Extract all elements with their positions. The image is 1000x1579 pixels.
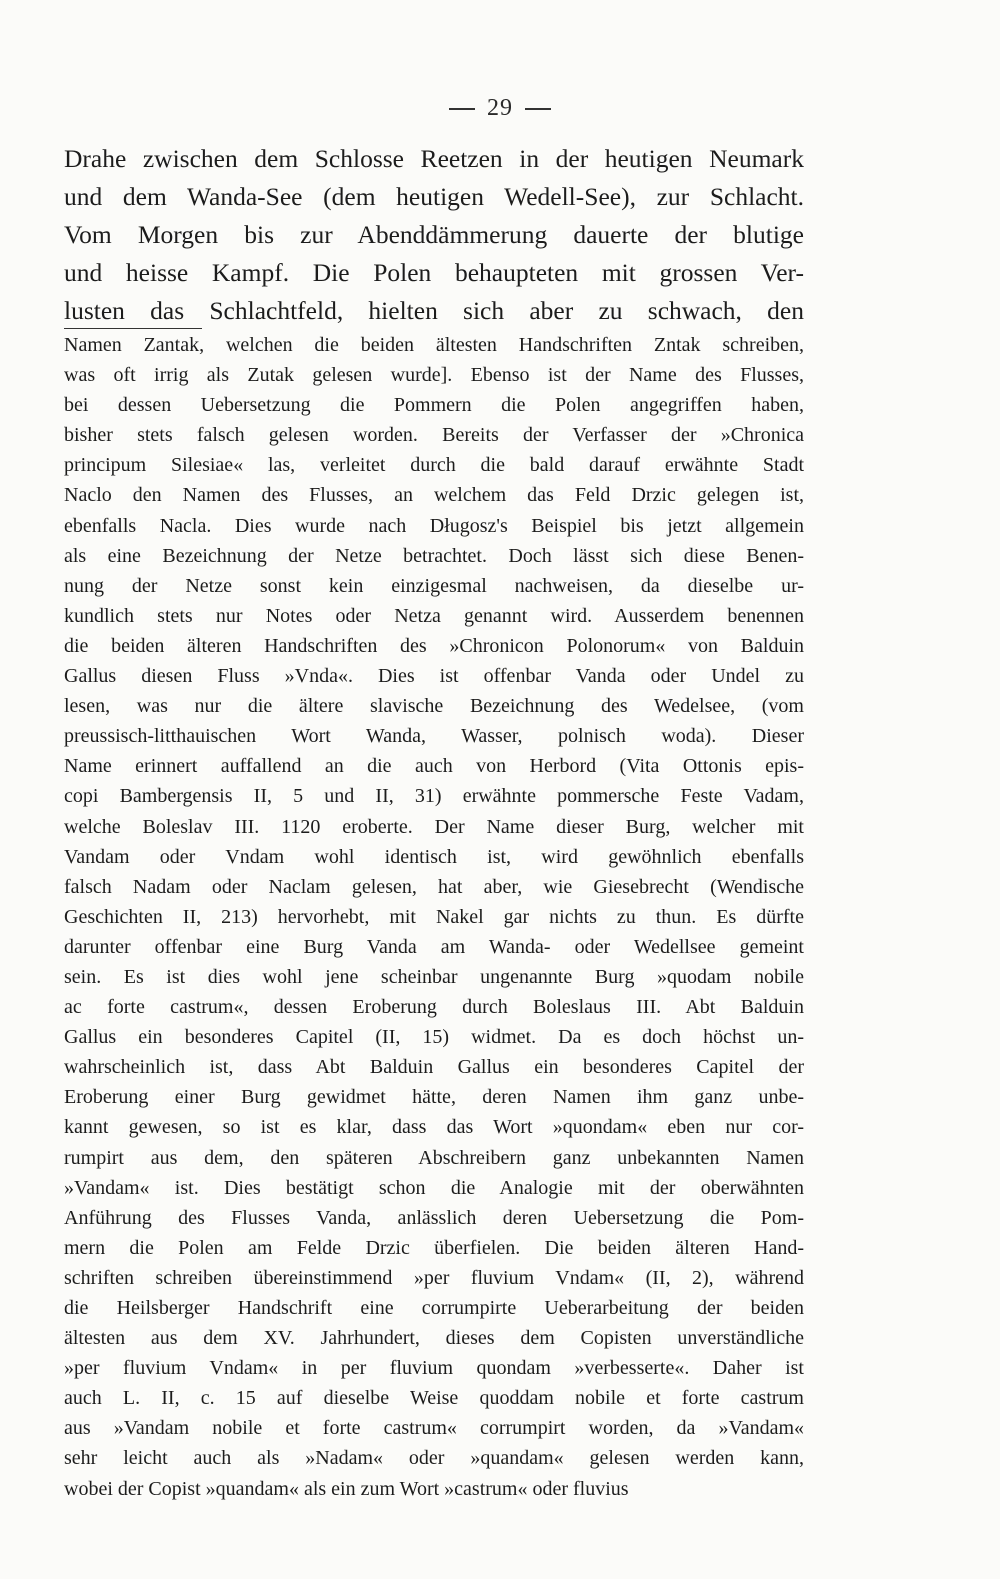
footnote-line: sehr leicht auch als »Nadam« oder »quandam« gelesen werden kann,	[64, 1447, 804, 1470]
footnote-line: was oft irrig als Zutak gelesen wurde]. Ebenso ist der Name des Flusses,	[64, 364, 804, 387]
footnote-separator-rule	[64, 328, 202, 329]
main-text-line: Vom Morgen bis zur Abenddämmerung dauerte der blutige	[64, 220, 804, 249]
footnote-line: kannt gewesen, so ist es klar, dass das Wort »quondam« eben nur cor-	[64, 1116, 804, 1139]
footnote-line: ebenfalls Nacla. Dies wurde nach Długosz's Beispiel bis jetzt allgemein	[64, 514, 804, 537]
header-dash-left	[449, 108, 475, 110]
footnote-block	[64, 330, 804, 1504]
footnote-line: darunter offenbar eine Burg Vanda am Wanda- oder Wedellsee gemeint	[64, 935, 804, 958]
footnote-line: schriften schreiben übereinstimmend »per fluvium Vndam« (II, 2), während	[64, 1266, 804, 1289]
footnote-line: die beiden älteren Handschriften des »Chronicon Polonorum« von Balduin	[64, 634, 804, 657]
footnote-line: nung der Netze sonst kein einzigesmal nachweisen, da dieselbe ur-	[64, 574, 804, 597]
main-text-line: lusten das Schlachtfeld, hielten sich aber zu schwach, den	[64, 296, 804, 325]
main-text-line: und dem Wanda-See (dem heutigen Wedell-See), zur Schlacht.	[64, 182, 804, 211]
footnote-line: bei dessen Uebersetzung die Pommern die Polen angegriffen haben,	[64, 394, 804, 417]
footnote-line: bisher stets falsch gelesen worden. Bereits der Verfasser der »Chronica	[64, 424, 804, 447]
footnote-line: Gallus diesen Fluss »Vnda«. Dies ist offenbar Vanda oder Undel zu	[64, 665, 804, 688]
footnote-line: mern die Polen am Felde Drzic überfielen. Die beiden älteren Hand-	[64, 1236, 804, 1259]
header-dash-right	[525, 108, 551, 110]
page-number: 29	[487, 95, 513, 121]
footnote-line: welche Boleslav III. 1120 eroberte. Der Name dieser Burg, welcher mit	[64, 815, 804, 838]
footnote-line: Name erinnert auffallend an die auch von Herbord (Vita Ottonis epis-	[64, 755, 804, 778]
footnote-line: die Heilsberger Handschrift eine corrumpirte Ueberarbeitung der beiden	[64, 1297, 804, 1319]
footnote-line: preussisch-litthauischen Wort Wanda, Wasser, polnisch woda). Dieser	[64, 725, 804, 748]
footnote-line: principum Silesiae« las, verleitet durch die bald darauf erwähnte Stadt	[64, 454, 804, 477]
footnote-line: Anführung des Flusses Vanda, anlässlich deren Uebersetzung die Pom-	[64, 1206, 804, 1229]
footnote-line: lesen, was nur die ältere slavische Bezeichnung des Wedelsee, (vom	[64, 695, 804, 718]
footnote-line: ac forte castrum«, dessen Eroberung durch Boleslaus III. Abt Balduin	[64, 996, 804, 1019]
footnote-line: sein. Es ist dies wohl jene scheinbar ungenannte Burg »quodam nobile	[64, 965, 804, 988]
main-text-line: und heisse Kampf. Die Polen behaupteten mit grossen Ver-	[64, 258, 804, 287]
page-header	[0, 95, 1000, 122]
footnote-line: Naclo den Namen des Flusses, an welchem das Feld Drzic gelegen ist,	[64, 484, 804, 507]
footnote-line: als eine Bezeichnung der Netze betrachtet. Doch lässt sich diese Benen-	[64, 544, 804, 567]
footnote-line: wahrscheinlich ist, dass Abt Balduin Gallus ein besonderes Capitel der	[64, 1056, 804, 1079]
footnote-line: »Vandam« ist. Dies bestätigt schon die Analogie mit der oberwähnten	[64, 1176, 804, 1199]
footnote-line: Gallus ein besonderes Capitel (II, 15) widmet. Da es doch höchst un-	[64, 1026, 804, 1049]
main-text-line: Drahe zwischen dem Schlosse Reetzen in der heutigen Neumark	[64, 144, 804, 173]
footnote-line: Vandam oder Vndam wohl identisch ist, wird gewöhnlich ebenfalls	[64, 845, 804, 868]
footnote-line: »per fluvium Vndam« in per fluvium quondam »verbesserte«. Daher ist	[64, 1357, 804, 1380]
footnote-line: falsch Nadam oder Naclam gelesen, hat aber, wie Giesebrecht (Wendische	[64, 875, 804, 898]
footnote-line: ältesten aus dem XV. Jahrhundert, dieses dem Copisten unverständliche	[64, 1327, 804, 1350]
footnote-line: rumpirt aus dem, den späteren Abschreibern ganz unbekannten Namen	[64, 1146, 804, 1169]
main-text-block	[64, 140, 804, 330]
footnote-line: Eroberung einer Burg gewidmet hätte, deren Namen ihm ganz unbe-	[64, 1086, 804, 1109]
footnote-line: Namen Zantak, welchen die beiden ältesten Handschriften Zntak schreiben,	[64, 334, 804, 356]
footnote-line: Geschichten II, 213) hervorhebt, mit Nakel gar nichts zu thun. Es dürfte	[64, 905, 804, 928]
footnote-line: kundlich stets nur Notes oder Netza genannt wird. Ausserdem benennen	[64, 604, 804, 627]
footnote-line: aus »Vandam nobile et forte castrum« corrumpirt worden, da »Vandam«	[64, 1417, 804, 1440]
footnote-line: auch L. II, c. 15 auf dieselbe Weise quoddam nobile et forte castrum	[64, 1387, 804, 1410]
footnote-line: wobei der Copist »quandam« als ein zum Wort »castrum« oder fluvius	[64, 1477, 629, 1500]
footnote-line: copi Bambergensis II, 5 und II, 31) erwähnte pommersche Feste Vadam,	[64, 785, 804, 808]
